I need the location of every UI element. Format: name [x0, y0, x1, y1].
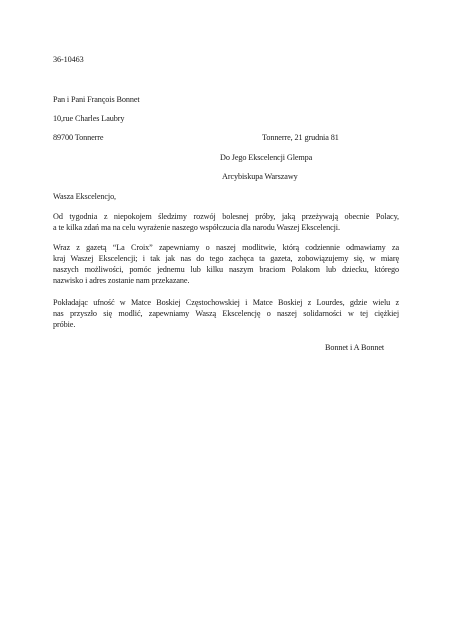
- paragraph-line: próbie.: [53, 320, 76, 329]
- signature: Bonnet i A Bonnet: [325, 343, 385, 352]
- paragraph-line: Od tygodnia z niepokojem śledzimy rozwój bolesnej próby, jaką przeżywają obecnie Polacy,: [53, 212, 399, 221]
- sender-street: 10,rue Charles Laubry: [53, 114, 125, 123]
- paragraph-line: naszych możliwości, pomóc jednemu lub kilku naszym braciom Polakom lub dziecku, którego: [53, 265, 399, 274]
- place-date: Tonnerre, 21 grudnia 81: [262, 133, 339, 142]
- paragraph-line: nas przyszło się modlić, zapewniamy Waszą Ekscelencję o naszej solidarności w tej ciężkiej: [53, 309, 399, 318]
- sender-name: Pan i Pani François Bonnet: [53, 95, 140, 104]
- salutation: Wasza Ekscelencjo,: [53, 192, 117, 201]
- paragraph-line: a te kilka zdań ma na celu wyrażenie naszego współczucia dla narodu Waszej Ekscelencji.: [53, 223, 340, 232]
- sender-city: 89700 Tonnerre: [53, 133, 104, 142]
- recipient-line-1: Do Jego Ekscelencji Glempa: [220, 153, 313, 162]
- paragraph-line: kraj Waszej Ekscelencji; i tak jak nas do tego zachęca ta gazeta, zobowiązujemy się, w miarę: [53, 254, 399, 263]
- recipient-line-2: Arcybiskupa Warszawy: [222, 172, 298, 181]
- paragraph-1: [53, 211, 399, 233]
- paragraph-2: [53, 242, 399, 286]
- paragraph-line: Wraz z gazetą “La Croix” zapewniamy o naszej modlitwie, którą codziennie odmawiamy za: [53, 243, 399, 252]
- paragraph-line: Pokładając ufność w Matce Boskiej Częstochowskiej i Matce Boskiej z Lourdes, gdzie wielu z: [53, 298, 399, 307]
- paragraph-line: nazwisko i adres zostanie nam przekazane.: [53, 276, 190, 285]
- paragraph-3: [53, 297, 399, 330]
- reference-number: 36-10463: [53, 55, 84, 64]
